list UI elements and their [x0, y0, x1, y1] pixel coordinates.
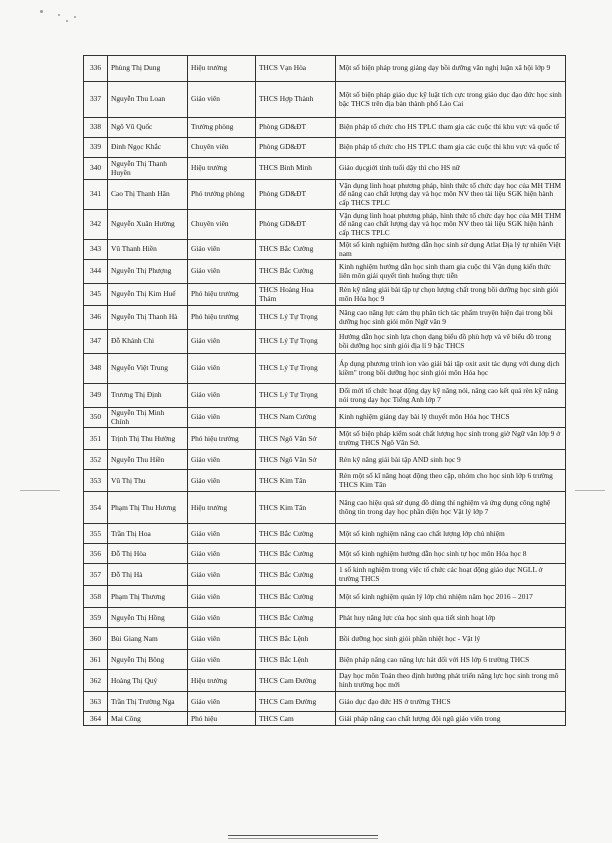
author-name: Nguyễn Thị Kim Huế — [108, 284, 188, 306]
initiative-topic: Biện pháp tổ chức cho HS TPLC tham gia các cuộc thi khu vực và quốc tế — [336, 118, 566, 138]
author-position: Giáo viên — [188, 544, 256, 564]
row-number: 350 — [84, 408, 108, 428]
table-row — [84, 692, 566, 712]
author-unit: THCS Lý Tự Trọng — [256, 384, 336, 408]
author-unit: THCS Ngô Văn Sở — [256, 450, 336, 470]
row-number: 344 — [84, 260, 108, 284]
author-position: Chuyên viên — [188, 138, 256, 158]
row-number: 342 — [84, 210, 108, 240]
initiative-topic: Kinh nghiệm hướng dẫn học sinh tham gia cuộc thi Vận dụng kiến thức liên môn giải quyết tình huống thực tiễn — [336, 260, 566, 284]
table-row — [84, 158, 566, 180]
row-number: 352 — [84, 450, 108, 470]
author-position: Giáo viên — [188, 408, 256, 428]
row-number: 356 — [84, 544, 108, 564]
author-position: Giáo viên — [188, 470, 256, 492]
author-unit: THCS Lý Tự Trọng — [256, 354, 336, 384]
author-unit: THCS Bắc Lệnh — [256, 628, 336, 650]
initiative-topic: Một số biện pháp trong giảng dạy bồi dưỡng văn nghị luận xã hội lớp 9 — [336, 56, 566, 82]
author-position: Giáo viên — [188, 450, 256, 470]
author-position: Phó hiệu trưởng — [188, 428, 256, 450]
scan-mark-right — [575, 490, 605, 491]
table-row — [84, 306, 566, 330]
row-number: 340 — [84, 158, 108, 180]
author-position: Giáo viên — [188, 354, 256, 384]
author-position: Phó hiệu trưởng — [188, 306, 256, 330]
table-row — [84, 180, 566, 210]
author-name: Nguyễn Việt Trung — [108, 354, 188, 384]
author-name: Trương Thị Định — [108, 384, 188, 408]
author-name: Đỗ Khánh Chi — [108, 330, 188, 354]
author-position: Giáo viên — [188, 330, 256, 354]
author-position: Giáo viên — [188, 82, 256, 118]
author-unit: THCS Hợp Thành — [256, 82, 336, 118]
author-unit: THCS Nam Cường — [256, 408, 336, 428]
scan-speck — [74, 16, 76, 18]
table-row — [84, 284, 566, 306]
row-number: 359 — [84, 608, 108, 628]
initiative-topic: Dạy học môn Toán theo định hướng phát triển năng lực học sinh trong mô hình trường học mới — [336, 670, 566, 692]
author-name: Nguyễn Thị Hồng — [108, 608, 188, 628]
author-name: Mai Công — [108, 712, 188, 726]
initiative-topic: Giáo dục đạo đức HS ở trường THCS — [336, 692, 566, 712]
table-row — [84, 670, 566, 692]
row-number: 361 — [84, 650, 108, 670]
row-number: 355 — [84, 524, 108, 544]
author-name: Ngô Vũ Quốc — [108, 118, 188, 138]
author-unit: THCS Bình Minh — [256, 158, 336, 180]
row-number: 348 — [84, 354, 108, 384]
author-position: Trưởng phòng — [188, 118, 256, 138]
table-row — [84, 240, 566, 260]
initiative-topic: Một số kinh nghiệm quản lý lớp chủ nhiệm năm học 2016 – 2017 — [336, 586, 566, 608]
author-name: Nguyễn Thị Minh Chính — [108, 408, 188, 428]
initiative-topic: Rèn một số kĩ năng hoạt động theo cặp, nhóm cho học sinh lớp 6 trường THCS Kim Tân — [336, 470, 566, 492]
row-number: 358 — [84, 586, 108, 608]
author-name: Phạm Thị Thu Hương — [108, 492, 188, 524]
author-unit: Phòng GD&ĐT — [256, 180, 336, 210]
author-position: Phó trưởng phòng — [188, 180, 256, 210]
initiative-topic: Nâng cao hiệu quả sử dụng đồ dùng thí nghiệm và ứng dụng công nghệ thông tin trong dạy học phần điện học Vật lý lớp 7 — [336, 492, 566, 524]
author-name: Hoàng Thị Quý — [108, 670, 188, 692]
scan-speck — [66, 20, 68, 22]
row-number: 362 — [84, 670, 108, 692]
table-body — [84, 56, 566, 726]
author-position: Chuyên viên — [188, 210, 256, 240]
table-row — [84, 586, 566, 608]
scan-speck — [58, 14, 60, 16]
author-name: Đinh Ngọc Khắc — [108, 138, 188, 158]
author-name: Bùi Giang Nam — [108, 628, 188, 650]
row-number: 345 — [84, 284, 108, 306]
author-name: Trần Thị Hoa — [108, 524, 188, 544]
author-unit: THCS Kim Tân — [256, 492, 336, 524]
table-row — [84, 628, 566, 650]
row-number: 357 — [84, 564, 108, 586]
row-number: 351 — [84, 428, 108, 450]
author-position: Giáo viên — [188, 240, 256, 260]
initiative-topic: Hướng dẫn học sinh lựa chọn dạng biểu đồ phù hợp và vẽ biểu đồ trong bồi dưỡng học sinh giỏi địa lí 9 bậc THCS — [336, 330, 566, 354]
author-unit: THCS Vạn Hòa — [256, 56, 336, 82]
table-row — [84, 260, 566, 284]
row-number: 360 — [84, 628, 108, 650]
author-unit: THCS Cam Đường — [256, 670, 336, 692]
row-number: 363 — [84, 692, 108, 712]
author-unit: THCS Lý Tự Trọng — [256, 330, 336, 354]
author-unit: THCS Cam — [256, 712, 336, 726]
author-position: Giáo viên — [188, 586, 256, 608]
row-number: 337 — [84, 82, 108, 118]
table-row — [84, 608, 566, 628]
author-unit: THCS Bắc Cường — [256, 586, 336, 608]
initiative-topic: 1 số kinh nghiệm trong việc tổ chức các hoạt động giáo dục NGLL ở trường THCS — [336, 564, 566, 586]
row-number: 341 — [84, 180, 108, 210]
author-name: Nguyễn Xuân Hường — [108, 210, 188, 240]
initiative-topic: Một số kinh nghiệm hướng dẫn học sinh sử dụng Atlat Địa lý tự nhiên Việt nam — [336, 240, 566, 260]
author-name: Nguyễn Thị Phượng — [108, 260, 188, 284]
table-row — [84, 712, 566, 726]
table-row — [84, 118, 566, 138]
author-position: Giáo viên — [188, 650, 256, 670]
author-position: Hiệu trưởng — [188, 670, 256, 692]
author-name: Trần Thị Trường Nga — [108, 692, 188, 712]
author-position: Giáo viên — [188, 260, 256, 284]
author-unit: THCS Lý Tự Trọng — [256, 306, 336, 330]
author-unit: THCS Kim Tân — [256, 470, 336, 492]
author-unit: THCS Hoàng Hoa Thám — [256, 284, 336, 306]
topic-table — [83, 55, 566, 726]
author-name: Đỗ Thị Hòa — [108, 544, 188, 564]
author-position: Hiệu trưởng — [188, 492, 256, 524]
initiative-topic: Áp dụng phương trình ion vào giải bài tập oxit axit tác dụng với dung dịch kiềm" trong bồi dưỡng học sinh giỏi môn Hóa học — [336, 354, 566, 384]
table-row — [84, 564, 566, 586]
author-name: Nguyễn Thu Loan — [108, 82, 188, 118]
initiative-topic: Nâng cao năng lực cảm thụ phân tích tác phẩm truyện hiện đại trong bồi dưỡng học sinh giỏi môn Ngữ văn 9 — [336, 306, 566, 330]
initiative-topic: Biện pháp tổ chức cho HS TPLC tham gia các cuộc thi khu vực và quốc tế — [336, 138, 566, 158]
row-number: 339 — [84, 138, 108, 158]
author-unit: THCS Bắc Cường — [256, 260, 336, 284]
initiative-topic: Rèn kỹ năng giải bài tập tự chọn lượng chất trong bồi dưỡng học sinh giỏi môn Hóa học 9 — [336, 284, 566, 306]
author-unit: Phòng GD&ĐT — [256, 138, 336, 158]
scan-speck — [40, 10, 43, 13]
initiative-topic: Phát huy năng lực của học sinh qua tiết sinh hoạt lớp — [336, 608, 566, 628]
footer-rule — [228, 835, 378, 836]
initiative-topic: Một số biện pháp kiểm soát chất lượng học sinh trong giờ Ngữ văn lớp 9 ở trường THCS Ngô Văn Sở. — [336, 428, 566, 450]
table-row — [84, 428, 566, 450]
author-unit: THCS Bắc Cường — [256, 240, 336, 260]
author-name: Trịnh Thị Thu Hường — [108, 428, 188, 450]
author-name: Nguyễn Thị Thanh Hà — [108, 306, 188, 330]
initiative-topic: Rèn kỹ năng giải bài tập AND sinh học 9 — [336, 450, 566, 470]
table-row — [84, 470, 566, 492]
author-name: Vũ Thanh Hiền — [108, 240, 188, 260]
row-number: 364 — [84, 712, 108, 726]
initiative-topic: Giải pháp nâng cao chất lượng đội ngũ giáo viên trong — [336, 712, 566, 726]
author-name: Phạm Thị Thương — [108, 586, 188, 608]
footer-rule-secondary — [228, 838, 378, 839]
row-number: 353 — [84, 470, 108, 492]
author-unit: THCS Bắc Cường — [256, 524, 336, 544]
table-row — [84, 330, 566, 354]
author-unit: THCS Bắc Cường — [256, 608, 336, 628]
author-unit: Phòng GD&ĐT — [256, 118, 336, 138]
author-position: Giáo viên — [188, 692, 256, 712]
table-row — [84, 544, 566, 564]
author-unit: THCS Cam Đường — [256, 692, 336, 712]
initiative-topic: Vận dụng linh hoạt phương pháp, hình thức tổ chức dạy học của MH THM để nâng cao chất lượng dạy và học môn NV theo tài liệu SGK hiện hành cấp THCS TPLC — [336, 180, 566, 210]
author-position: Hiệu trưởng — [188, 158, 256, 180]
initiative-topic: Vận dụng linh hoạt phương pháp, hình thức tổ chức dạy học của MH THM để nâng cao chất lượng dạy và học môn NV theo tài liệu SGK hiện hành cấp THCS TPLC — [336, 210, 566, 240]
author-unit: Phòng GD&ĐT — [256, 210, 336, 240]
initiative-topic: Đổi mới tổ chức hoạt động dạy kỹ năng nói, nâng cao kết quả rèn kỹ năng nói trong dạy học Tiếng Anh lớp 7 — [336, 384, 566, 408]
author-name: Cao Thị Thanh Hân — [108, 180, 188, 210]
table-row — [84, 82, 566, 118]
author-position: Giáo viên — [188, 628, 256, 650]
initiative-topic: Bồi dưỡng học sinh giỏi phần nhiệt học - Vật lý — [336, 628, 566, 650]
author-name: Phùng Thị Dung — [108, 56, 188, 82]
row-number: 349 — [84, 384, 108, 408]
author-unit: THCS Bắc Lệnh — [256, 650, 336, 670]
author-unit: THCS Bắc Cường — [256, 544, 336, 564]
row-number: 336 — [84, 56, 108, 82]
table-row — [84, 492, 566, 524]
initiative-topic: Kinh nghiệm giảng dạy bài lý thuyết môn Hóa học THCS — [336, 408, 566, 428]
initiative-topic: Một số kinh nghiệm nâng cao chất lượng lớp chủ nhiệm — [336, 524, 566, 544]
author-name: Đỗ Thị Hà — [108, 564, 188, 586]
author-unit: THCS Bắc Cường — [256, 564, 336, 586]
author-name: Nguyễn Thị Bông — [108, 650, 188, 670]
author-position: Phó hiệu trưởng — [188, 284, 256, 306]
table-row — [84, 650, 566, 670]
author-position: Giáo viên — [188, 384, 256, 408]
initiative-topic: Một số kinh nghiệm hướng dẫn học sinh tự học môn Hóa học 8 — [336, 544, 566, 564]
author-unit: THCS Ngô Văn Sở — [256, 428, 336, 450]
table-row — [84, 450, 566, 470]
initiative-topic: Một số biện pháp giáo dục kỹ luật tích cực trong giáo dục đạo đức học sinh bậc THCS trên địa bàn thành phố Lào Cai — [336, 82, 566, 118]
table-row — [84, 524, 566, 544]
author-position: Giáo viên — [188, 608, 256, 628]
table-row — [84, 56, 566, 82]
initiative-topic: Biện pháp nâng cao năng lực hát đối với HS lớp 6 trường THCS — [336, 650, 566, 670]
author-name: Vũ Thị Thu — [108, 470, 188, 492]
row-number: 346 — [84, 306, 108, 330]
author-position: Hiệu trưởng — [188, 56, 256, 82]
author-position: Phó hiệu — [188, 712, 256, 726]
row-number: 354 — [84, 492, 108, 524]
row-number: 347 — [84, 330, 108, 354]
author-name: Nguyễn Thu Hiền — [108, 450, 188, 470]
author-name: Nguyễn Thị Thanh Huyền — [108, 158, 188, 180]
row-number: 338 — [84, 118, 108, 138]
table-row — [84, 138, 566, 158]
table-row — [84, 384, 566, 408]
table-row — [84, 210, 566, 240]
table-row — [84, 408, 566, 428]
author-position: Giáo viên — [188, 524, 256, 544]
row-number: 343 — [84, 240, 108, 260]
author-position: Giáo viên — [188, 564, 256, 586]
scan-mark-left — [20, 490, 60, 491]
initiative-topic: Giáo dụcgiới tính tuổi dậy thì cho HS nữ — [336, 158, 566, 180]
table-row — [84, 354, 566, 384]
